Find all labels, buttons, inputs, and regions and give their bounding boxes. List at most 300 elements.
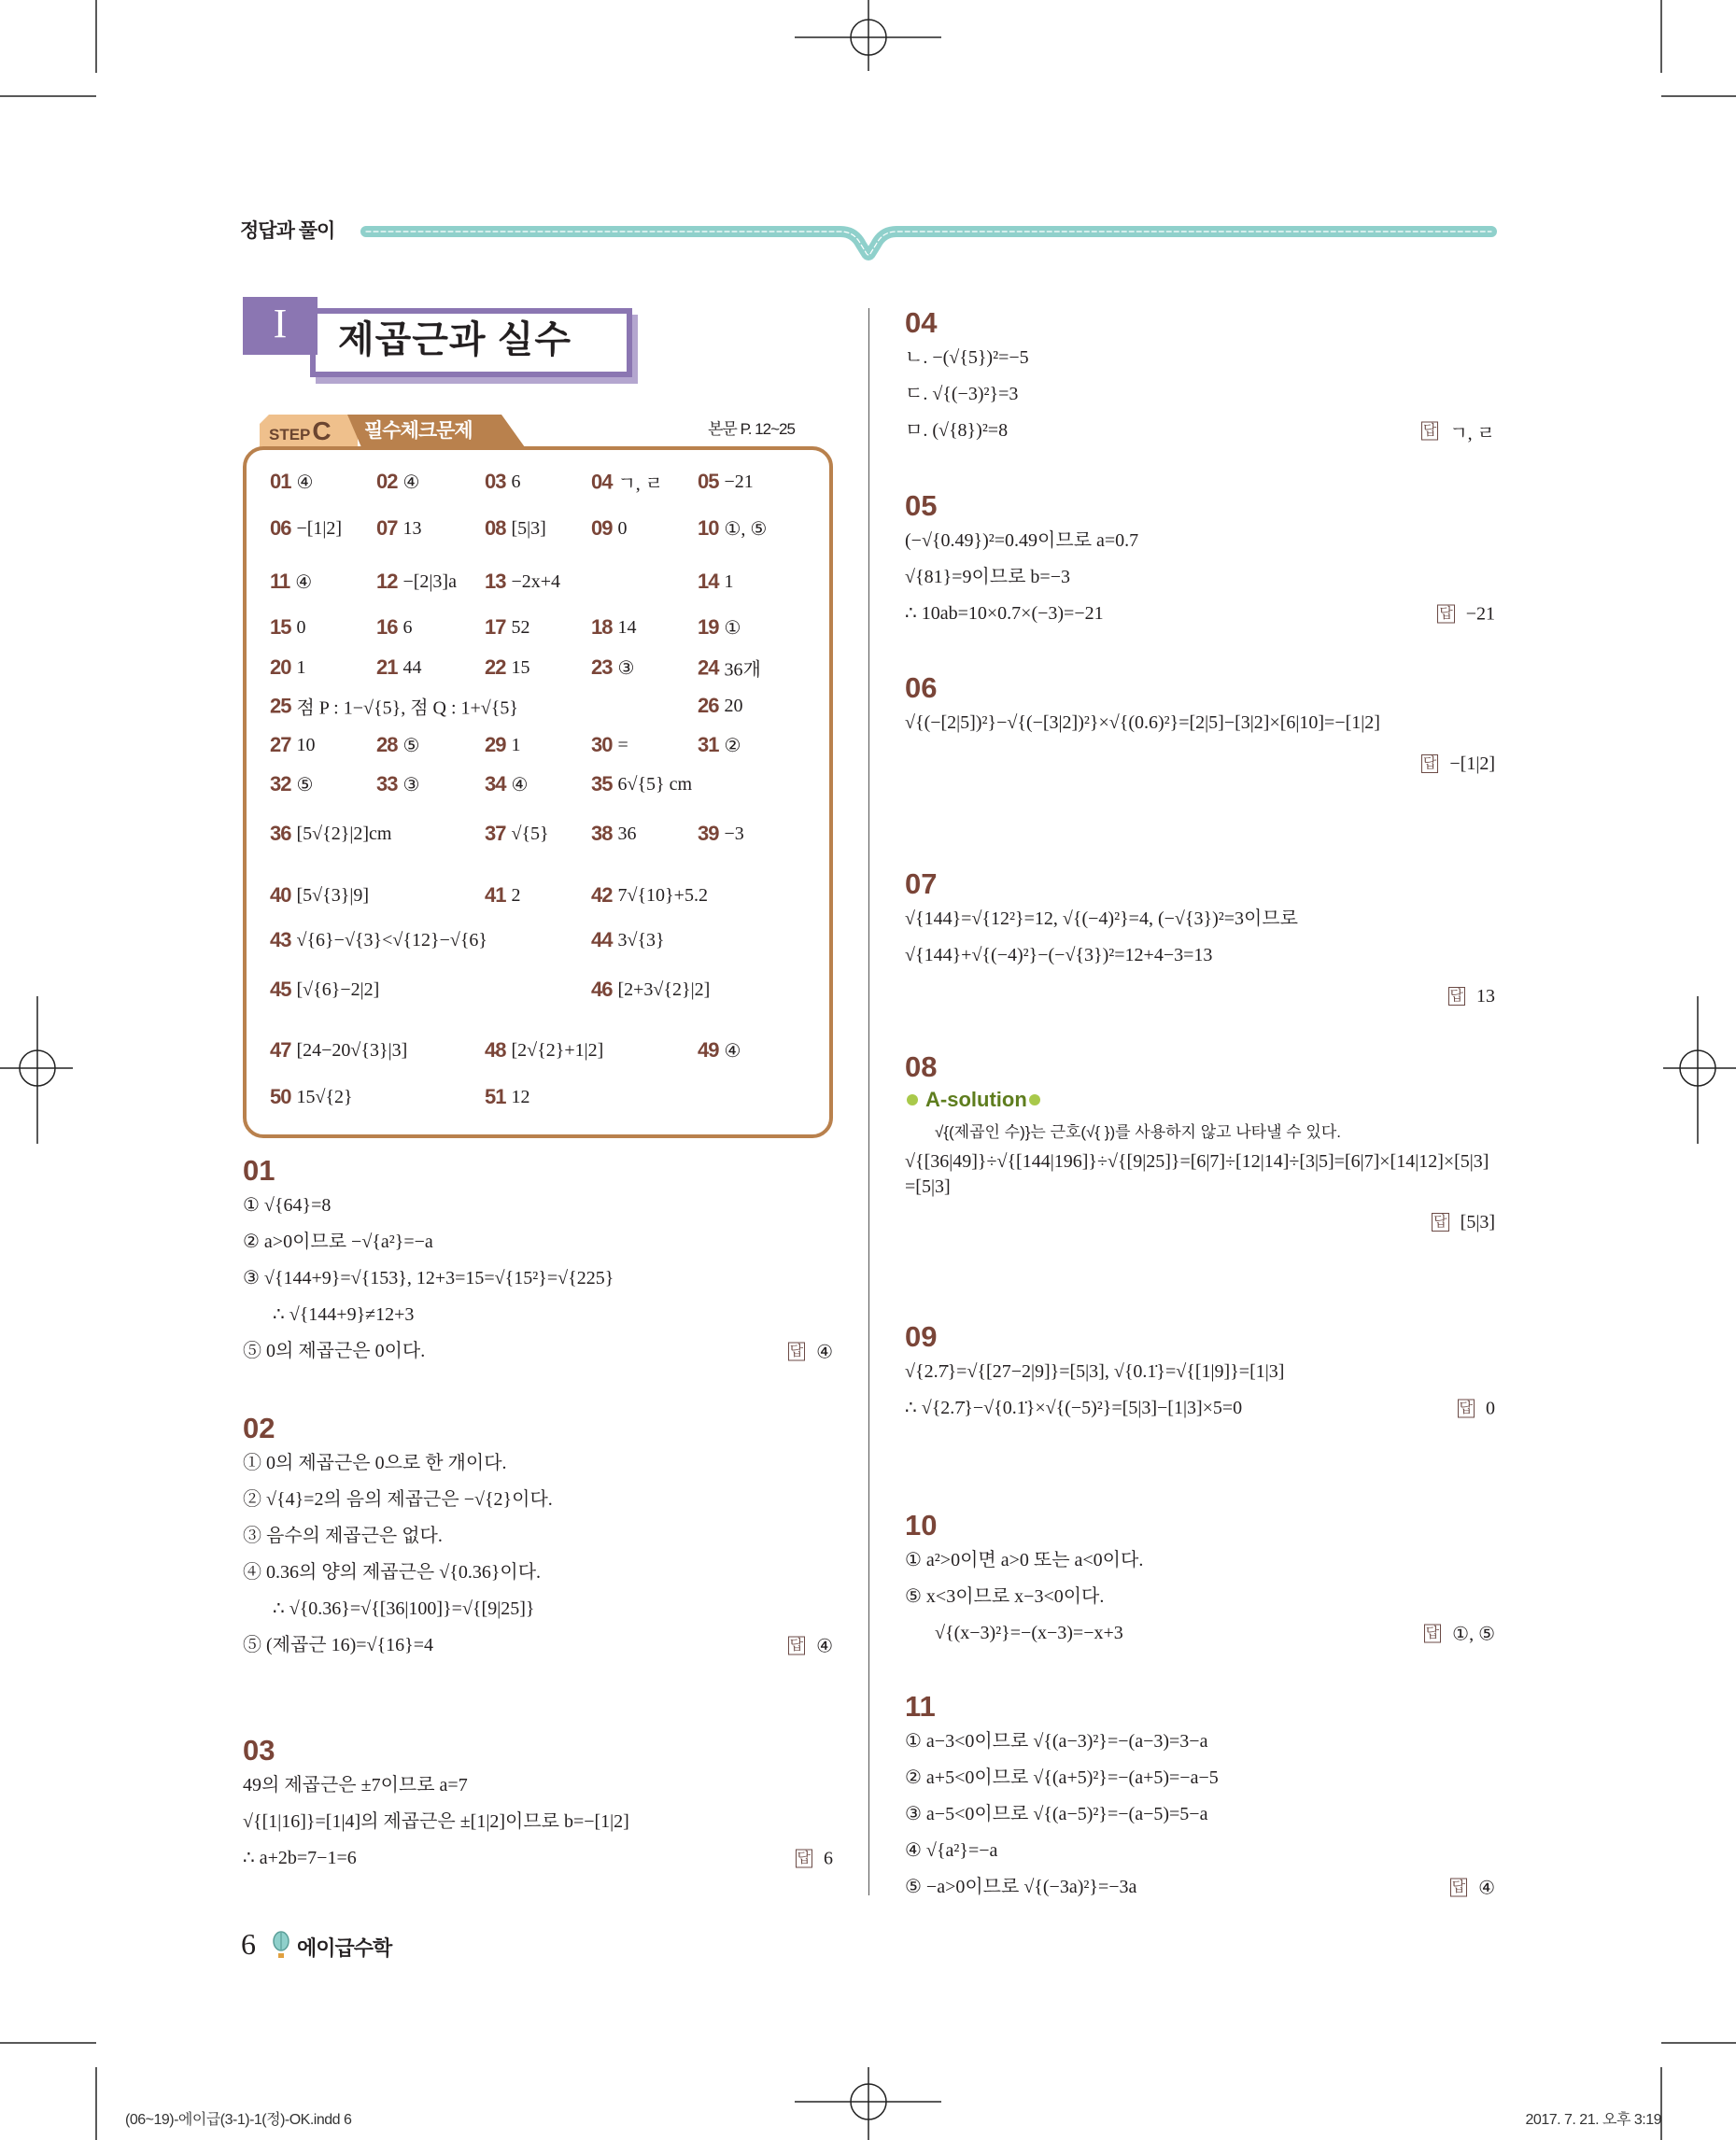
bullet-icon — [1029, 1094, 1040, 1105]
question-number: 31 — [698, 733, 719, 756]
answer-value: [24−20√{3}|3] — [296, 1039, 408, 1061]
answer-key-item — [698, 470, 754, 494]
answer-value: 1 — [296, 656, 306, 678]
question-number: 48 — [485, 1038, 506, 1062]
question-number: 21 — [376, 655, 398, 679]
solution-line — [905, 413, 1495, 449]
answer-key-item — [270, 470, 313, 494]
answer-value: 15√{2} — [296, 1086, 353, 1107]
answer-key-item — [591, 615, 636, 640]
solution-line-text: ∴ 10ab=10×0.7×(−3)=−21 — [905, 603, 1104, 624]
answer-marker-icon: 답 — [789, 1637, 804, 1654]
question-number: 37 — [485, 822, 506, 845]
solution-line — [243, 1591, 833, 1627]
solution-line-text: ③ 음수의 제곱근은 없다. — [243, 1526, 443, 1546]
a-solution-tip-text: √{(제곱인 수)}는 근호(√{ })를 사용하지 않고 나타낼 수 있다. — [935, 1122, 1341, 1141]
solution-section — [243, 1734, 833, 1877]
solution-line — [905, 340, 1495, 376]
solution-line-text: ④ √{a²}=−a — [905, 1840, 998, 1861]
solution-line — [243, 1297, 833, 1333]
brand-name: 에이급수학 — [297, 1936, 392, 1960]
question-number: 19 — [698, 615, 719, 639]
solution-line-text: ∴ √{0.36}=√{[36|100]}=√{[9|25]} — [273, 1598, 535, 1619]
answer-value: 0 — [1486, 1398, 1495, 1418]
solution-section — [905, 1509, 1495, 1652]
answer-value: [5√{3}|9] — [296, 884, 369, 906]
answer-key-item — [698, 655, 761, 682]
answer-key-item — [485, 1038, 603, 1063]
question-number: 36 — [270, 822, 291, 845]
solution-line-text: (−√{0.49})²=0.49이므로 a=0.7 — [905, 530, 1139, 551]
solution-line — [243, 1840, 833, 1877]
solution-line-text: ⑤ 0의 제곱근은 0이다. — [243, 1341, 426, 1361]
solution-line-text: √{[1|16]}=[1|4]의 제곱근은 ±[1|2]이므로 b=−[1|2] — [243, 1811, 629, 1832]
solution-line-text: ㄴ. −(√{5})²=−5 — [905, 347, 1029, 368]
solution-number: 06 — [905, 671, 938, 704]
answer-value: ④ — [724, 1040, 741, 1062]
solution-line-text: √{81}=9이므로 b=−3 — [905, 567, 1070, 587]
question-number: 04 — [591, 470, 613, 493]
answer-key-box — [243, 446, 833, 1138]
answer-value: 36개 — [724, 659, 761, 681]
answer-value: ③ — [617, 657, 635, 679]
answer-marker-icon: 답 — [789, 1343, 804, 1359]
answer-value: = — [617, 734, 628, 755]
solution-line — [243, 1555, 833, 1591]
solution-line-text: ② a>0이므로 −√{a²}=−a — [243, 1232, 433, 1252]
solution-line — [243, 1224, 833, 1260]
answer-value: 13 — [1476, 985, 1495, 1007]
question-number: 09 — [591, 516, 613, 540]
question-number: 13 — [485, 570, 506, 593]
print-timestamp: 2017. 7. 21. 오후 3:19 — [1525, 2112, 1661, 2128]
answer-key-item — [270, 615, 305, 640]
answer-value: ④ — [816, 1636, 833, 1656]
question-number: 27 — [270, 733, 291, 756]
answer-value: ④ — [1478, 1878, 1495, 1898]
answer — [1450, 1876, 1495, 1899]
answer-value: [√{6}−2|2] — [296, 978, 380, 1000]
answer-key-item — [485, 516, 546, 541]
answer-marker-icon: 답 — [1422, 422, 1437, 439]
answer-value: ④ — [296, 472, 314, 493]
solution-line — [243, 1333, 833, 1370]
answer-value: ㄱ, ㄹ — [1449, 423, 1495, 443]
answer — [1458, 1398, 1496, 1419]
answer-value: √{5} — [511, 823, 549, 844]
answer-key-item — [376, 733, 419, 757]
question-number: 11 — [270, 570, 290, 593]
balloon-logo-icon — [271, 1931, 291, 1961]
answer-marker-icon: 답 — [1451, 1879, 1466, 1895]
answer-key-item — [376, 615, 412, 640]
solution-line — [243, 1188, 833, 1224]
solution-line — [905, 1724, 1495, 1760]
solution-number: 03 — [243, 1734, 275, 1767]
question-number: 40 — [270, 883, 291, 907]
chapter-title: 제곱근과 실수 — [338, 319, 572, 360]
solution-line-text: ∴ √{144+9}≠12+3 — [273, 1304, 415, 1325]
question-number: 14 — [698, 570, 719, 593]
answer-key-item — [376, 655, 421, 680]
solution-line — [905, 1760, 1495, 1796]
answer-key-item — [591, 978, 710, 1002]
a-solution-tip — [905, 1116, 1495, 1149]
question-number: 46 — [591, 978, 613, 1001]
solution-line-text: ∴ a+2b=7−1=6 — [243, 1848, 357, 1868]
answer-key-item — [698, 1038, 741, 1063]
answer-key-item — [591, 469, 663, 496]
answer-value: ④ — [816, 1342, 833, 1362]
solution-line — [905, 1869, 1495, 1906]
answer-value: ⑤ — [296, 774, 314, 795]
answer-line — [905, 974, 1495, 1019]
answer-value: 6 — [511, 471, 521, 492]
answer-value: ④ — [511, 774, 529, 795]
answer-key-item — [376, 772, 419, 796]
step-label — [269, 417, 332, 449]
question-number: 47 — [270, 1038, 291, 1062]
question-number: 28 — [376, 733, 398, 756]
answer-value: 1 — [724, 570, 734, 592]
solution-line — [905, 1615, 1495, 1652]
answer-value: 13 — [402, 517, 422, 539]
solution-section — [905, 1050, 1495, 1245]
solution-line-text: ① a−3<0이므로 √{(a−3)²}=−(a−3)=3−a — [905, 1731, 1208, 1752]
page-reference: 본문 P. 12~25 — [708, 420, 795, 438]
answer-value: −[2|3]a — [402, 570, 457, 592]
answer — [1448, 986, 1496, 1007]
answer-value: 20 — [724, 695, 743, 716]
answer-key-item — [270, 570, 312, 594]
solution-section — [905, 867, 1495, 1019]
solution-number: 02 — [243, 1412, 275, 1444]
solution-section — [243, 1412, 833, 1664]
answer-value: ㄱ, ㄹ — [617, 473, 664, 495]
question-number: 32 — [270, 772, 291, 795]
question-number: 24 — [698, 655, 719, 679]
answer-value: 3√{3} — [617, 929, 665, 950]
answer-key-item — [698, 516, 767, 541]
answer-key-item — [270, 516, 342, 541]
answer-value: −[1|2] — [1449, 753, 1495, 774]
question-number: 18 — [591, 615, 613, 639]
question-number: 44 — [591, 928, 613, 951]
answer-value: ② — [724, 735, 741, 756]
question-number: 01 — [270, 470, 291, 493]
answer-key-item — [270, 1085, 353, 1109]
bullet-icon — [907, 1094, 918, 1105]
solution-number: 01 — [243, 1154, 275, 1187]
question-number: 30 — [591, 733, 613, 756]
solution-line-text: ㄷ. √{(−3)²}=3 — [905, 384, 1019, 404]
question-number: 12 — [376, 570, 398, 593]
solution-line-text: √{2.7̇}=√{[27−2|9]}=[5|3], √{0.1̇}=√{[1|9]}=[1|3] — [905, 1361, 1285, 1382]
answer-key-item — [485, 470, 520, 494]
answer-value: [5|3] — [511, 517, 546, 539]
solution-line — [243, 1260, 833, 1297]
answer-key-item — [698, 694, 742, 718]
column-divider — [868, 308, 869, 1895]
step-word: STEP — [269, 426, 311, 443]
question-number: 34 — [485, 772, 506, 795]
answer-key-item — [376, 570, 457, 594]
answer-value: 10 — [296, 734, 316, 755]
solution-line-text: ㅁ. (√{8})²=8 — [905, 420, 1009, 441]
solution-line-text: √{(x−3)²}=−(x−3)=−x+3 — [935, 1623, 1123, 1643]
answer-marker-icon: 답 — [1425, 1625, 1440, 1641]
answer-value: −3 — [724, 823, 744, 844]
answer-value: −21 — [724, 471, 754, 492]
question-number: 45 — [270, 978, 291, 1001]
solution-number: 07 — [905, 867, 938, 900]
question-number: 16 — [376, 615, 398, 639]
answer-value: ③ — [402, 774, 420, 795]
answer-value: −21 — [1465, 603, 1495, 624]
solution-line-text: √{(−[2|5])²}−√{(−[3|2])²}×√{(0.6)²}=[2|5]−[3|2]×[6|10]=−[1|2] — [905, 712, 1380, 733]
answer — [1437, 603, 1495, 625]
question-number: 15 — [270, 615, 291, 639]
answer-marker-icon: 답 — [1439, 605, 1453, 622]
question-number: 23 — [591, 655, 613, 679]
question-number: 05 — [698, 470, 719, 493]
answer-key-item — [485, 883, 520, 908]
solution-line — [905, 596, 1495, 632]
solution-line — [905, 901, 1495, 937]
answer-key-item — [270, 883, 369, 908]
question-number: 49 — [698, 1038, 719, 1062]
solution-line-text: 49의 제곱근은 ±7이므로 a=7 — [243, 1775, 468, 1795]
solution-line-text: ① √{64}=8 — [243, 1195, 332, 1216]
answer-key-item — [698, 570, 733, 594]
answer-key-item — [591, 928, 665, 952]
answer-value: 2 — [511, 884, 521, 906]
answer-value: [2√{2}+1|2] — [511, 1039, 604, 1061]
step-letter: C — [312, 416, 332, 445]
solution-line — [905, 1354, 1495, 1390]
question-number: 38 — [591, 822, 613, 845]
answer-marker-icon: 답 — [1459, 1400, 1473, 1416]
answer-key-item — [591, 883, 708, 908]
answer — [1421, 753, 1495, 775]
solution-number: 09 — [905, 1320, 938, 1353]
answer-key-item — [485, 772, 528, 796]
question-number: 22 — [485, 655, 506, 679]
answer-key-item — [376, 516, 421, 541]
answer — [1424, 1622, 1495, 1645]
solution-section — [905, 489, 1495, 632]
answer-value: ④ — [295, 571, 313, 593]
answer-key-item — [591, 733, 628, 757]
answer-marker-icon: 답 — [1449, 988, 1463, 1004]
answer-key-item — [270, 733, 315, 757]
question-number: 41 — [485, 883, 506, 907]
answer-value: 점 P : 1−√{5}, 점 Q : 1+√{5} — [296, 697, 518, 719]
question-number: 10 — [698, 516, 719, 540]
answer-value: 52 — [511, 616, 530, 638]
solution-number: 10 — [905, 1509, 938, 1542]
answer-marker-icon: 답 — [1433, 1214, 1447, 1230]
answer-value: −2x+4 — [511, 570, 561, 592]
answer-key-item — [591, 772, 692, 796]
answer-value: 7√{10}+5.2 — [617, 884, 708, 906]
solution-line — [243, 1627, 833, 1664]
question-number: 02 — [376, 470, 398, 493]
question-number: 35 — [591, 772, 613, 795]
solution-line — [243, 1482, 833, 1518]
solution-number: 05 — [905, 489, 938, 522]
answer-value: 14 — [617, 616, 637, 638]
solution-section — [905, 1690, 1495, 1906]
answer-key-item — [485, 733, 520, 757]
answer-key-item — [698, 733, 741, 757]
answer-value: 0 — [617, 517, 628, 539]
solution-line-text: ③ √{144+9}=√{153}, 12+3=15=√{15²}=√{225} — [243, 1268, 614, 1288]
answer-key-item — [270, 772, 313, 796]
solution-line — [905, 523, 1495, 559]
answer-key-item — [485, 822, 549, 846]
solution-line-text: ① a²>0이면 a>0 또는 a<0이다. — [905, 1550, 1144, 1570]
question-number: 25 — [270, 694, 291, 717]
solution-section — [905, 306, 1495, 449]
question-number: 20 — [270, 655, 291, 679]
question-number: 43 — [270, 928, 291, 951]
answer-value: ① — [724, 617, 741, 639]
answer-value: [5|3] — [1460, 1211, 1495, 1232]
answer-key-item — [270, 978, 379, 1002]
solution-section — [905, 1320, 1495, 1427]
solution-line-text: ∴ √{2.7̇}−√{0.1̇}×√{(−5)²}=[5|3]−[1|3]×5=0 — [905, 1398, 1243, 1418]
answer-value: 1 — [511, 734, 521, 755]
answer — [1421, 417, 1495, 444]
answer-key-item — [485, 615, 529, 640]
question-number: 03 — [485, 470, 506, 493]
question-number: 51 — [485, 1085, 506, 1108]
solution-line — [243, 1445, 833, 1482]
answer-key-item — [698, 615, 741, 640]
answer-value: ①, ⑤ — [1452, 1624, 1495, 1644]
answer-value: 12 — [511, 1086, 530, 1107]
answer — [1432, 1212, 1495, 1233]
answer-key-item — [485, 570, 560, 594]
question-number: 33 — [376, 772, 398, 795]
answer-key-item — [591, 516, 627, 541]
solution-line-text: ⑤ x<3이므로 x−3<0이다. — [905, 1586, 1105, 1607]
answer-key-item — [376, 470, 419, 494]
section-label: 정답과 풀이 — [240, 220, 335, 242]
solution-line-text: ③ a−5<0이므로 √{(a−5)²}=−(a−5)=5−a — [905, 1804, 1208, 1824]
answer-value: ④ — [402, 472, 420, 493]
solution-line-text: ④ 0.36의 양의 제곱근은 √{0.36}이다. — [243, 1562, 542, 1583]
solution-section — [243, 1154, 833, 1370]
solution-line-text: ② a+5<0이므로 √{(a+5)²}=−(a+5)=−a−5 — [905, 1767, 1219, 1788]
answer-value: 0 — [296, 616, 306, 638]
answer-value: 44 — [402, 656, 422, 678]
question-number: 29 — [485, 733, 506, 756]
solution-number: 04 — [905, 306, 938, 339]
answer-key-item — [485, 1085, 529, 1109]
answer-marker-icon: 답 — [797, 1850, 811, 1866]
answer-value: 6√{5} cm — [617, 773, 693, 795]
answer-key-item — [698, 822, 744, 846]
solution-line — [905, 1542, 1495, 1579]
answer-value: √{6}−√{3}<√{12}−√{6} — [296, 929, 488, 950]
solution-line — [905, 937, 1495, 974]
file-slug: (06~19)-에이급(3-1)-1(정)-OK.indd 6 — [125, 2112, 352, 2128]
answer-key-item — [270, 822, 391, 846]
solution-line — [905, 376, 1495, 413]
page-number: 6 — [241, 1927, 256, 1961]
question-number: 08 — [485, 516, 506, 540]
solution-line-text: √{144}=√{12²}=12, √{(−4)²}=4, (−√{3})²=3이므로 — [905, 908, 1298, 929]
answer-value: 6 — [402, 616, 413, 638]
solution-line-text: √{144}+√{(−4)²}−(−√{3})²=12+4−3=13 — [905, 945, 1213, 965]
solution-line — [243, 1518, 833, 1555]
question-number: 39 — [698, 822, 719, 845]
answer-value: −[1|2] — [296, 517, 343, 539]
header-band — [366, 232, 1491, 255]
question-number: 06 — [270, 516, 291, 540]
answer-line — [905, 741, 1495, 786]
answer-value: ⑤ — [402, 735, 420, 756]
answer — [788, 1634, 833, 1657]
solution-line-text: ⑤ −a>0이므로 √{(−3a)²}=−3a — [905, 1877, 1137, 1897]
solution-line-text: ⑤ (제곱근 16)=√{16}=4 — [243, 1635, 434, 1655]
answer — [796, 1848, 834, 1869]
solution-number: 08 — [905, 1050, 938, 1083]
solution-number: 11 — [905, 1690, 936, 1723]
solution-line-text: ② √{4}=2의 음의 제곱근은 −√{2}이다. — [243, 1489, 553, 1510]
answer-value: ①, ⑤ — [724, 518, 768, 540]
solution-line — [905, 1796, 1495, 1833]
answer-key-item — [270, 693, 518, 720]
solution-line-text: ① 0의 제곱근은 0으로 한 개이다. — [243, 1453, 507, 1473]
solution-line — [905, 1149, 1495, 1200]
solution-line — [905, 559, 1495, 596]
chapter-numeral: I — [243, 297, 318, 355]
answer-line — [905, 1200, 1495, 1245]
solution-line — [905, 705, 1495, 741]
answer-key-item — [591, 655, 634, 680]
solution-line — [905, 1833, 1495, 1869]
solution-line — [905, 1579, 1495, 1615]
step-title: 필수체크문제 — [364, 420, 473, 442]
answer-key-item — [270, 1038, 407, 1063]
solution-section — [905, 671, 1495, 786]
answer-value: [2+3√{2}|2] — [617, 978, 711, 1000]
answer-marker-icon: 답 — [1422, 755, 1437, 771]
question-number: 07 — [376, 516, 398, 540]
answer-key-item — [270, 655, 305, 680]
a-solution-text: A-solution — [925, 1088, 1027, 1111]
solution-line — [905, 1390, 1495, 1427]
answer-value: 6 — [824, 1848, 833, 1868]
question-number: 26 — [698, 694, 719, 717]
a-solution-label — [905, 1084, 1495, 1116]
answer-value: [5√{2}|2]cm — [296, 823, 392, 844]
question-number: 42 — [591, 883, 613, 907]
solution-line-text: √{[36|49]}÷√{[144|196]}÷√{[9|25]}=[6|7]÷[12|14]÷[3|5]=[6|7]×[14|12]×[5|3]=[5|3] — [905, 1151, 1489, 1197]
answer-key-item — [591, 822, 636, 846]
question-number: 50 — [270, 1085, 291, 1108]
solution-line — [243, 1767, 833, 1804]
answer-value: 36 — [617, 823, 637, 844]
answer — [788, 1340, 833, 1363]
answer-value: 15 — [511, 656, 530, 678]
question-number: 17 — [485, 615, 506, 639]
solution-line — [243, 1804, 833, 1840]
answer-key-item — [270, 928, 487, 952]
